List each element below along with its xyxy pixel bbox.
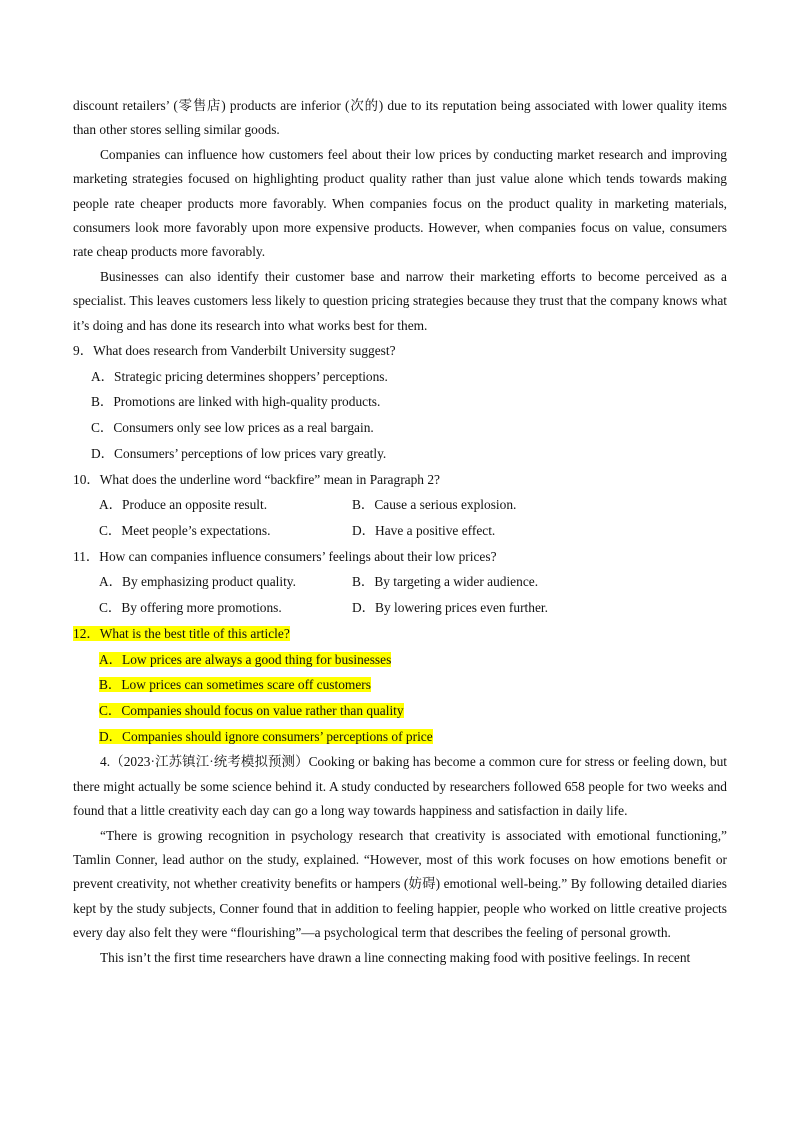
passage-4-recent-research: This isn’t the first time researchers have drawn a line connecting making food with positive feelings. In recent	[100, 949, 691, 965]
option-a-highlighted: A．Low prices are always a good thing for businesses	[99, 651, 392, 667]
option-b: B．By targeting a wider audience.	[352, 574, 539, 590]
question-12	[73, 621, 727, 750]
passage-4-intro: 4.（2023·江苏镇江·统考模拟预测）Cooking or baking has become a common cure for stress or feeling down, but there might actually be some science behind it. A study conducted by researchers followed 658 people for two weeks and found that a little creativity each day can go a long way towards happiness and satisfaction in daily life.	[73, 754, 727, 819]
options-row	[73, 569, 727, 595]
paragraph-customer-base: Businesses can also identify their customer base and narrow their marketing efforts to become perceived as a specialist. This leaves customers less likely to question pricing strategies because they trust that the company knows what it’s doing and has done its research into what works best for them.	[73, 268, 727, 333]
passage-4-conner-quote: “There is growing recognition in psychology research that creativity is associated with emotional functioning,” Tamlin Conner, lead author on the study, explained. “However, most of this work focuses on how emotions benefit or prevent creativity, not whether creativity benefits or hampers (妨碍) emotional well-being.” By following detailed diaries kept by the study subjects, Conner found that in addition to feeling happier, people who worked on little creative projects every day also felt they were “flourishing”—a psychological term that describes the feeling of personal growth.	[73, 827, 727, 941]
question-9	[73, 338, 727, 467]
page-content	[73, 94, 727, 970]
option-d: D．Consumers’ perceptions of low prices vary greatly.	[91, 445, 387, 461]
question-stem: 10．What does the underline word “backfire” mean in Paragraph 2?	[73, 471, 440, 487]
option-b: B．Promotions are linked with high-quality products.	[91, 394, 381, 410]
option-c: C．Consumers only see low prices as a real bargain.	[91, 420, 374, 436]
question-11	[73, 544, 727, 621]
options-row	[73, 595, 727, 621]
option-d: D．By lowering prices even further.	[352, 600, 548, 616]
option-a: A．By emphasizing product quality.	[99, 574, 296, 590]
option-b: B．Cause a serious explosion.	[352, 497, 517, 513]
option-c: C．Meet people’s expectations.	[99, 522, 271, 538]
option-a: A．Strategic pricing determines shoppers’ perceptions.	[91, 368, 388, 384]
question-stem-highlighted: 12．What is the best title of this article?	[73, 625, 290, 641]
option-d-highlighted: D．Companies should ignore consumers’ perceptions of price	[99, 728, 433, 744]
option-c: C．By offering more promotions.	[99, 600, 282, 616]
option-d: D．Have a positive effect.	[352, 522, 496, 538]
option-b-highlighted: B．Low prices can sometimes scare off customers	[99, 677, 371, 693]
options-row	[73, 518, 727, 544]
option-a: A．Produce an opposite result.	[99, 497, 268, 513]
paragraph-continued: discount retailers’ (零售店) products are inferior (次的) due to its reputation being associated with lower quality items than other stores selling similar goods.	[73, 98, 727, 138]
options-row	[73, 492, 727, 518]
question-stem: 9．What does research from Vanderbilt University suggest?	[73, 343, 396, 359]
question-10	[73, 467, 727, 544]
paragraph-market-research: Companies can influence how customers feel about their low prices by conducting market research and improving marketing strategies focused on highlighting product quality rather than just value alone which tends towards making people rate cheaper products more favorably. When companies focus on the product quality in marketing materials, consumers look more favorably upon more expensive products. However, when companies focus on value, consumers rate cheap products more favorably.	[73, 146, 727, 260]
question-stem: 11．How can companies influence consumers’ feelings about their low prices?	[73, 548, 497, 564]
option-c-highlighted: C．Companies should focus on value rather than quality	[99, 702, 404, 718]
